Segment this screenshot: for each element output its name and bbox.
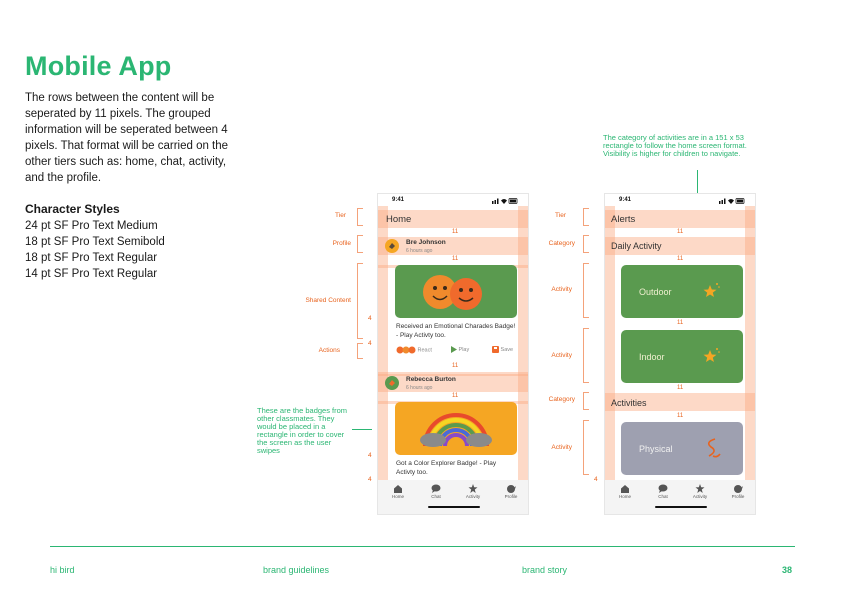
category-note: The category of activities are in a 151 x 53 rectangle to follow the home screen format. Visibility is higher for children to navigate.	[603, 133, 747, 158]
character-style-item: 18 pt SF Pro Text Regular	[25, 252, 158, 264]
gap-label: 11	[677, 229, 684, 235]
tab-bar	[378, 480, 528, 514]
chat-icon	[431, 484, 441, 493]
tab-chat[interactable]: Chat	[421, 484, 451, 499]
gap-label: 4	[368, 452, 372, 459]
home-icon	[393, 484, 403, 493]
home-icon	[620, 484, 630, 493]
bracket-actions	[357, 343, 363, 359]
chat-icon	[658, 484, 668, 493]
label-activity: Activity	[551, 352, 572, 359]
bracket-activity	[583, 420, 589, 475]
label-actions: Actions	[318, 347, 340, 354]
category-title: Activities	[611, 398, 647, 408]
bracket-activity	[583, 263, 589, 318]
color-explorer-badge-icon	[395, 402, 517, 455]
bracket-shared-content	[357, 263, 363, 339]
phone-alerts-screen	[604, 193, 756, 515]
screen-header: Home	[386, 214, 412, 225]
post-actions	[396, 346, 518, 356]
tab-profile[interactable]: Profile	[496, 484, 526, 499]
footer-divider	[50, 546, 795, 547]
sparkle-star-icon	[701, 281, 721, 301]
avatar[interactable]	[385, 376, 399, 390]
star-icon	[695, 484, 705, 493]
post-author[interactable]: Bre Johnson	[406, 239, 446, 246]
tab-home[interactable]: Home	[383, 484, 413, 499]
gap-label: 11	[677, 320, 684, 326]
gap-label: 11	[677, 256, 684, 262]
save-icon	[492, 346, 499, 353]
activity-label: Physical	[639, 444, 673, 454]
footer-section: brand guidelines	[263, 565, 330, 575]
page-number: 38	[782, 565, 793, 575]
bracket-tier	[583, 208, 589, 226]
bracket-activity	[583, 328, 589, 383]
tab-bar	[605, 480, 755, 514]
post-author[interactable]: Rebecca Burton	[406, 376, 456, 383]
gap-label: 11	[677, 385, 684, 391]
gap-label: 11	[452, 363, 459, 369]
play-button[interactable]: Play	[450, 346, 469, 353]
emotional-charades-badge-icon	[395, 265, 517, 318]
bird-profile-icon	[506, 484, 516, 493]
badge-image-card[interactable]	[395, 265, 517, 318]
status-icons	[719, 197, 745, 206]
label-tier: Tier	[555, 212, 566, 219]
post-text: Received an Emotional Charades Badge! - Play Activty too.	[396, 323, 516, 339]
footer-brand: hi bird	[50, 565, 75, 575]
category-title: Daily Activity	[611, 241, 662, 251]
gap-label: 4	[368, 315, 372, 322]
label-shared-content: Shared Content	[305, 297, 351, 304]
gap-label: 11	[452, 393, 459, 399]
post-text: Got a Color Explorer Badge! - Play Activty too.	[396, 460, 497, 476]
character-styles-list	[25, 218, 165, 282]
react-icon	[396, 346, 416, 354]
footer-section: brand story	[522, 565, 568, 575]
note-connector	[352, 429, 372, 430]
tab-activity[interactable]: Activity	[685, 484, 715, 499]
bracket-category	[583, 392, 589, 410]
sparkle-star-icon	[701, 346, 721, 366]
star-icon	[468, 484, 478, 493]
screen-header: Alerts	[611, 214, 636, 225]
gap-label: 11	[452, 229, 459, 235]
badge-image-card[interactable]	[395, 402, 517, 455]
label-activity: Activity	[551, 444, 572, 451]
character-style-item: 24 pt SF Pro Text Medium	[25, 220, 158, 232]
activity-label: Indoor	[639, 352, 665, 362]
post-time: 6 hours ago	[406, 248, 433, 254]
label-category: Category	[548, 396, 575, 403]
avatar[interactable]	[385, 239, 399, 253]
page-title: Mobile App	[25, 51, 172, 81]
gap-label: 4	[368, 340, 372, 347]
bracket-tier	[357, 208, 363, 226]
squiggle-icon	[701, 436, 725, 460]
gap-label: 4	[594, 476, 598, 483]
character-style-item: 14 pt SF Pro Text Regular	[25, 268, 158, 280]
activity-card-outdoor[interactable]	[621, 265, 743, 318]
bracket-profile	[357, 235, 363, 253]
character-style-item: 18 pt SF Pro Text Semibold	[25, 236, 165, 248]
post-time: 6 hours ago	[406, 385, 433, 391]
signal-wifi-battery-icon	[492, 197, 518, 204]
gap-label: 4	[368, 476, 372, 483]
gap-label: 11	[677, 413, 684, 419]
activity-label: Outdoor	[639, 287, 672, 297]
status-icons	[492, 197, 518, 206]
home-indicator	[655, 506, 707, 508]
badge-note: These are the badges from other classmates. They would be placed in a rectangle in order to cover the screen as the user swipes	[257, 406, 348, 455]
tab-home[interactable]: Home	[610, 484, 640, 499]
bird-profile-icon	[733, 484, 743, 493]
tab-profile[interactable]: Profile	[723, 484, 753, 499]
status-time: 9:41	[392, 197, 405, 203]
tab-activity[interactable]: Activity	[458, 484, 488, 499]
activity-card-indoor[interactable]	[621, 330, 743, 383]
phone-home-screen	[377, 193, 529, 515]
label-tier: Tier	[335, 212, 346, 219]
gap-label: 11	[452, 256, 459, 262]
label-profile: Profile	[332, 240, 351, 247]
react-button[interactable]: React	[396, 346, 432, 354]
profile-band	[378, 237, 528, 255]
save-button[interactable]: Save	[492, 346, 513, 353]
tab-chat[interactable]: Chat	[648, 484, 678, 499]
label-activity: Activity	[551, 286, 572, 293]
status-time: 9:41	[619, 197, 632, 203]
character-styles-heading: Character Styles	[25, 202, 120, 216]
signal-wifi-battery-icon	[719, 197, 745, 204]
label-category: Category	[548, 240, 575, 247]
intro-paragraph: The rows between the content will be seperated by 11 pixels. The grouped information will be seperated between 4 pixels. That format will be carried on the other tiers such as: home, chat, activity, and the profile.	[25, 92, 229, 184]
home-indicator	[428, 506, 480, 508]
play-icon	[450, 346, 457, 353]
activity-card-physical[interactable]	[621, 422, 743, 475]
bracket-category	[583, 235, 589, 253]
